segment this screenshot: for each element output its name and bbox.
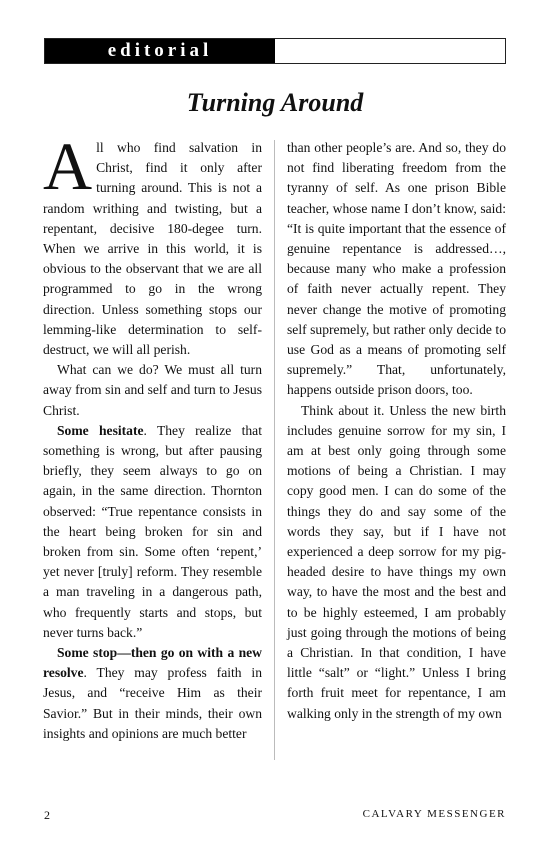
paragraph-2: What can we do? We must all turn away from sin and self and turn to Jesus Christ. <box>43 362 262 418</box>
publication-name: CALVARY MESSENGER <box>362 808 506 820</box>
paragraph-6: Think about it. Unless the new birth includes genuine sorrow for my sin, I am at best only going through some motions of being a Christian. I may copy good men. I can do some of the things they do and say some of the words they say, but if I have not experienced a deep sorrow for my pig-headed desire to have things my own way, to have the most and the best and to be highly esteemed, I am probably just going through the motions of being a Christian. In that condition, I have little “salt” or “light.” Unless I bring forth fruit meet for repentance, I am walking only in the strength of my own <box>287 402 506 721</box>
right-column <box>287 138 506 724</box>
drop-cap: A <box>43 128 93 204</box>
page-number: 2 <box>44 808 50 822</box>
paragraph-1 <box>43 128 262 360</box>
paragraph-5: than other people’s are. And so, they do not find liberating freedom from the tyranny of self. As one prison Bible teacher, whose name I don’t know, said: “It is quite important that the essence of genuine repentance is addressed…, because many who make a profession of faith never actually repent. They never change the motive of promoting self supremely, but rather only decide to use God as a means of promoting self supremely.” That, unfortunately, happens outside prison doors, too. <box>287 140 506 398</box>
paragraph-3-lead: Some hesitate <box>57 422 144 438</box>
paragraph-3-text: . They realize that something is wrong, but after pausing briefly, they seem always to go on again, in the same direction. Thornton observed: “True repentance consists in the heart being broken for sin and broken from sin. Some often ‘repent,’ yet never [truly] reform. They resemble a man traveling in a dangerous path, who frequently starts and stops, but never turns back.” <box>43 422 262 640</box>
section-label: editorial <box>45 39 275 63</box>
paragraph-4 <box>43 643 262 744</box>
paragraph-4-text: . They may profess faith in Jesus, and “receive Him as their Savior.” But in their minds, their own insights and opinions are much better <box>43 665 262 741</box>
paragraph-3 <box>43 421 262 643</box>
section-header-bar <box>44 38 506 64</box>
column-divider <box>274 140 275 760</box>
paragraph-1-text: ll who find salvation in Christ, find it only after turning around. This is not a random writhing and twisting, but a repentant, decisive 180-degee turn. When we arrive in this world, it is obvious to the observant that we are all programmed to go in the wrong direction. Unless something stops our lemming-like determination to self-destruct, we will all perish. <box>43 140 262 358</box>
article-title: Turning Around <box>186 88 364 117</box>
paragraph-4-lead: Some stop—then go on with a new resolve <box>43 645 262 681</box>
left-column <box>43 128 262 744</box>
